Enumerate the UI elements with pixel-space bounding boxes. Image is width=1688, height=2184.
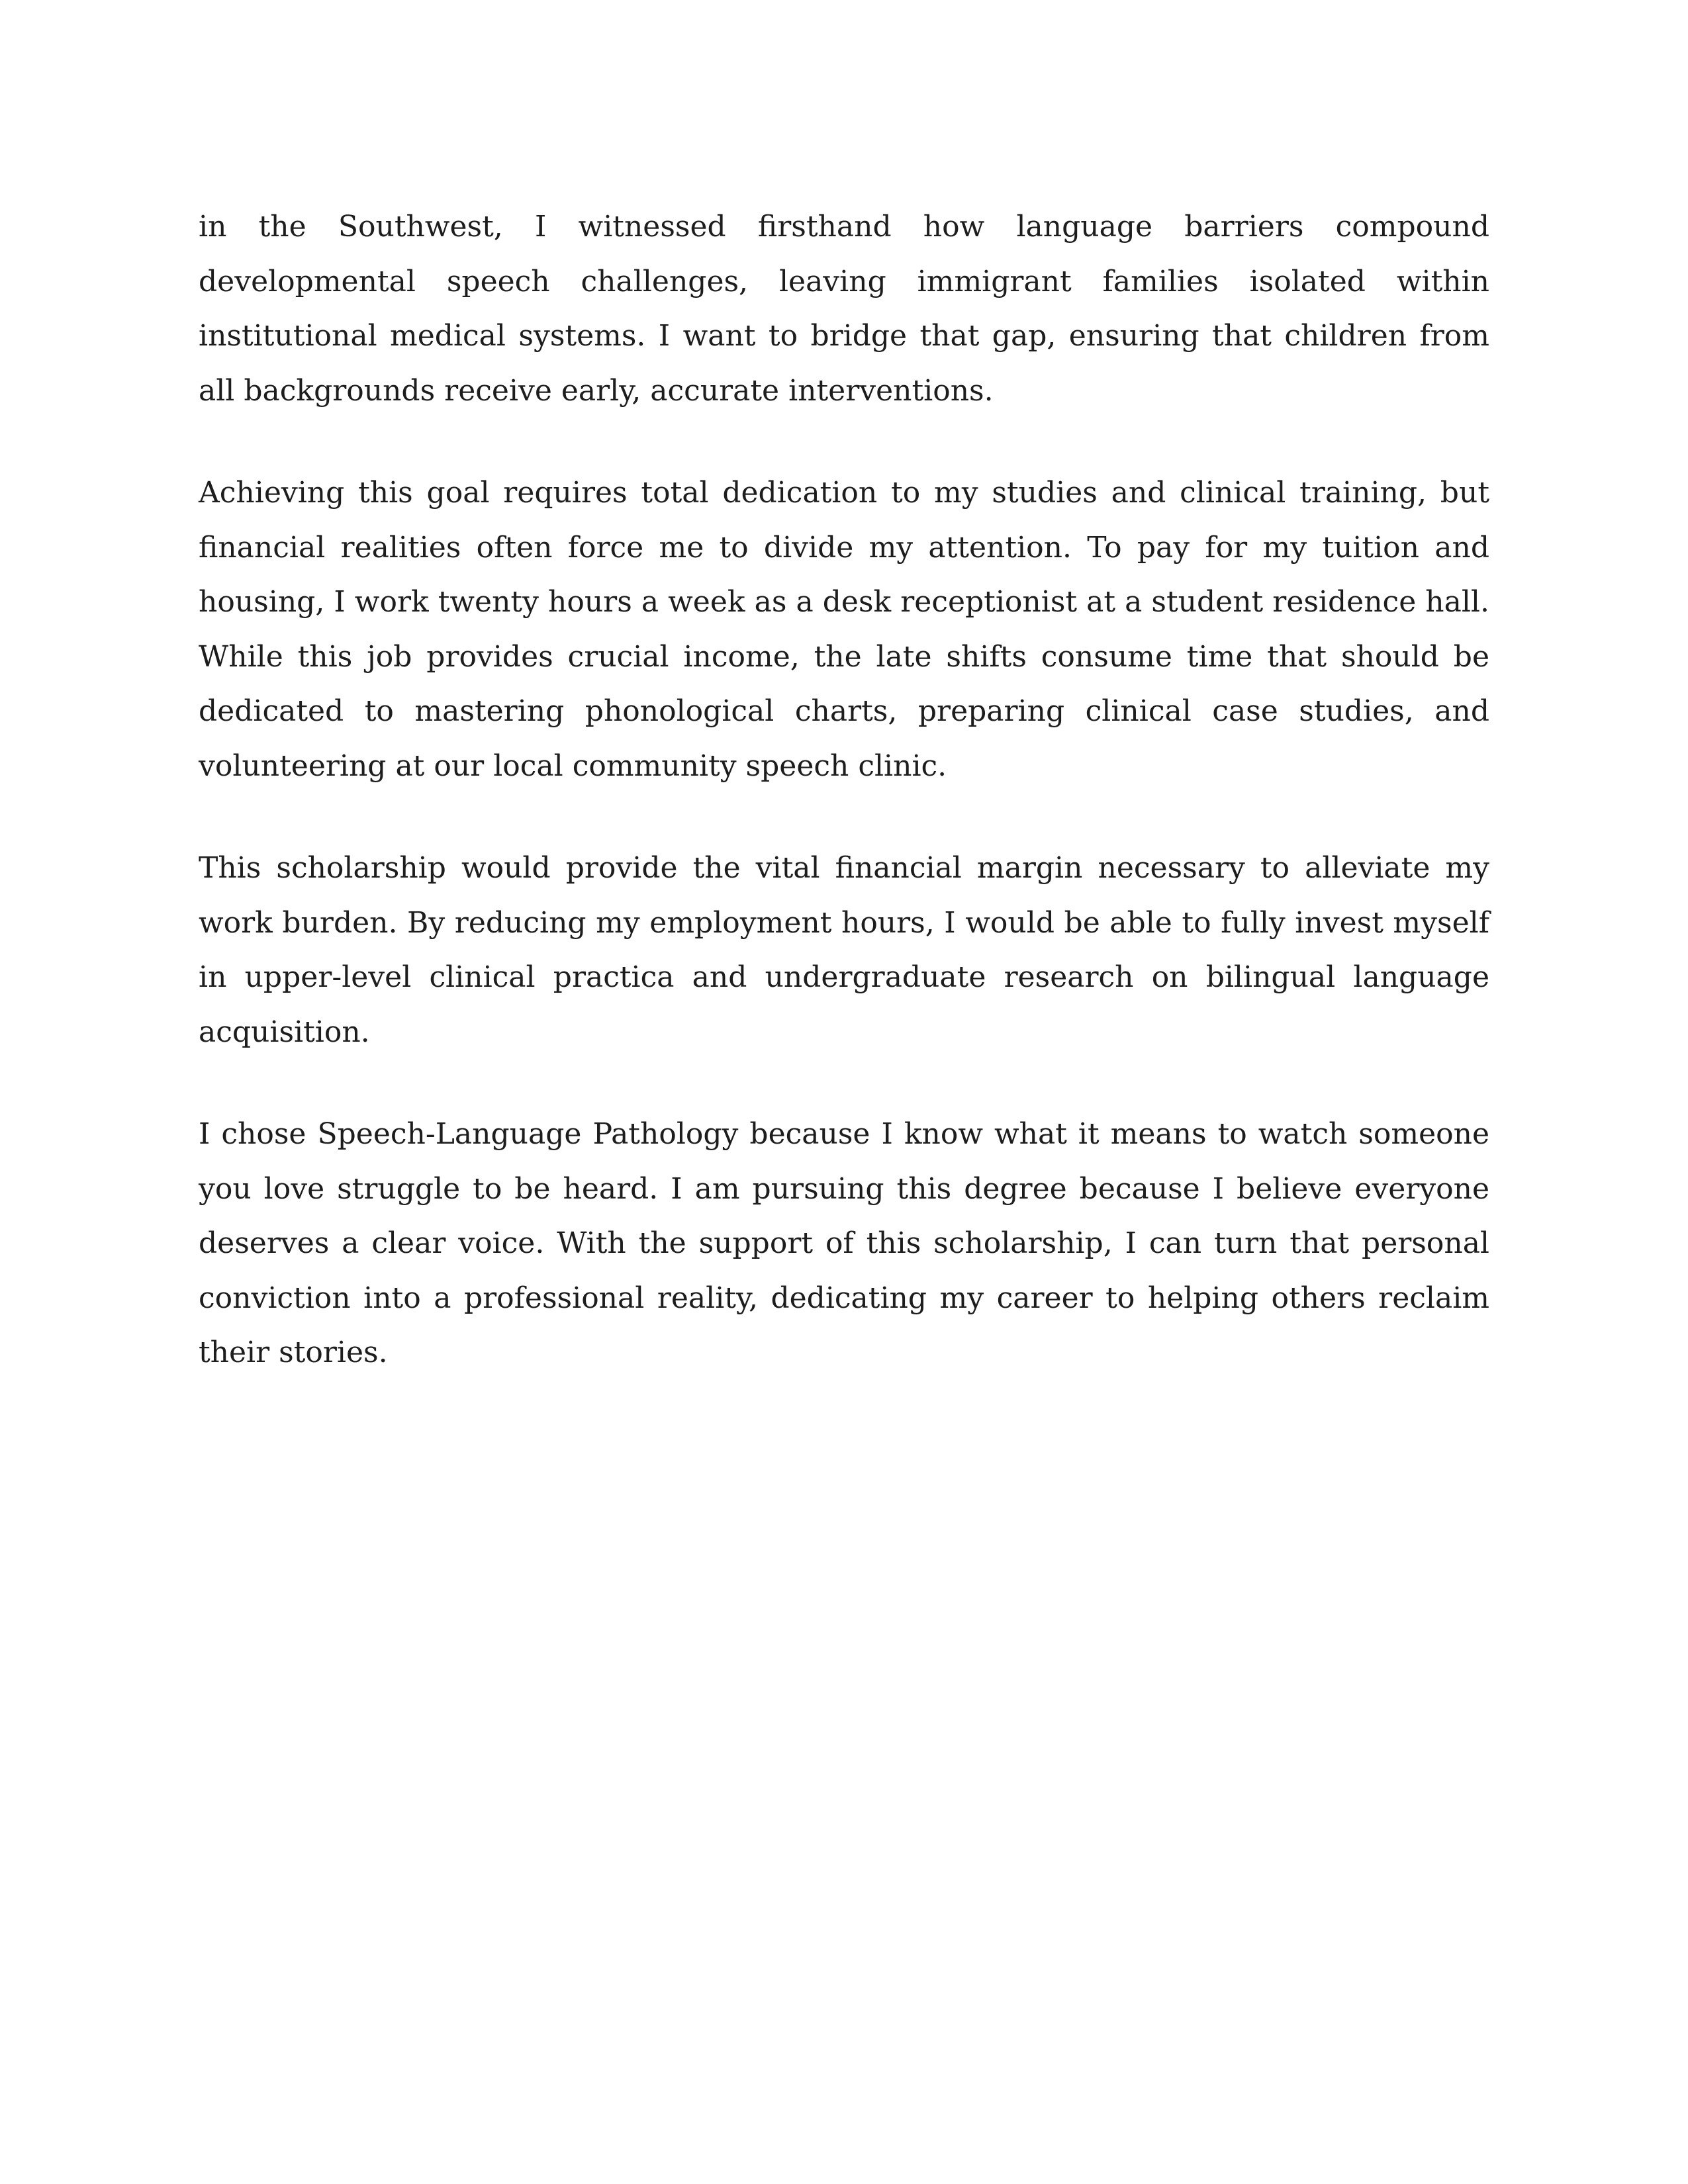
paragraph-4: I chose Speech-Language Pathology because I know what it means to watch someone you love struggle to be heard. I am pursuing this degree because I believe everyone deserves a clear voice. With the support of this scholarship, I can turn that personal conviction into a professional reality, dedicating my career to helping others reclaim their stories. xyxy=(199,1117,1489,1369)
paragraph-2: Achieving this goal requires total dedication to my studies and clinical training, but financial realities often force me to divide my attention. To pay for my tuition and housing, I work twenty hours a week as a desk receptionist at a student residence hall. While this job provides crucial income, the late shifts consume time that should be dedicated to mastering phonological charts, preparing clinical case studies, and volunteering at our local community speech clinic. xyxy=(199,476,1489,783)
essay-body xyxy=(199,200,1489,1381)
paragraph-1: in the Southwest, I witnessed firsthand how language barriers compound developmental speech challenges, leaving immigrant families isolated within institutional medical systems. I want to bridge that gap, ensuring that children from all backgrounds receive early, accurate interventions. xyxy=(199,210,1489,408)
paragraph-3: This scholarship would provide the vital financial margin necessary to alleviate my work burden. By reducing my employment hours, I would be able to fully invest myself in upper-level clinical practica and undergraduate research on bilingual language acquisition. xyxy=(199,851,1489,1049)
